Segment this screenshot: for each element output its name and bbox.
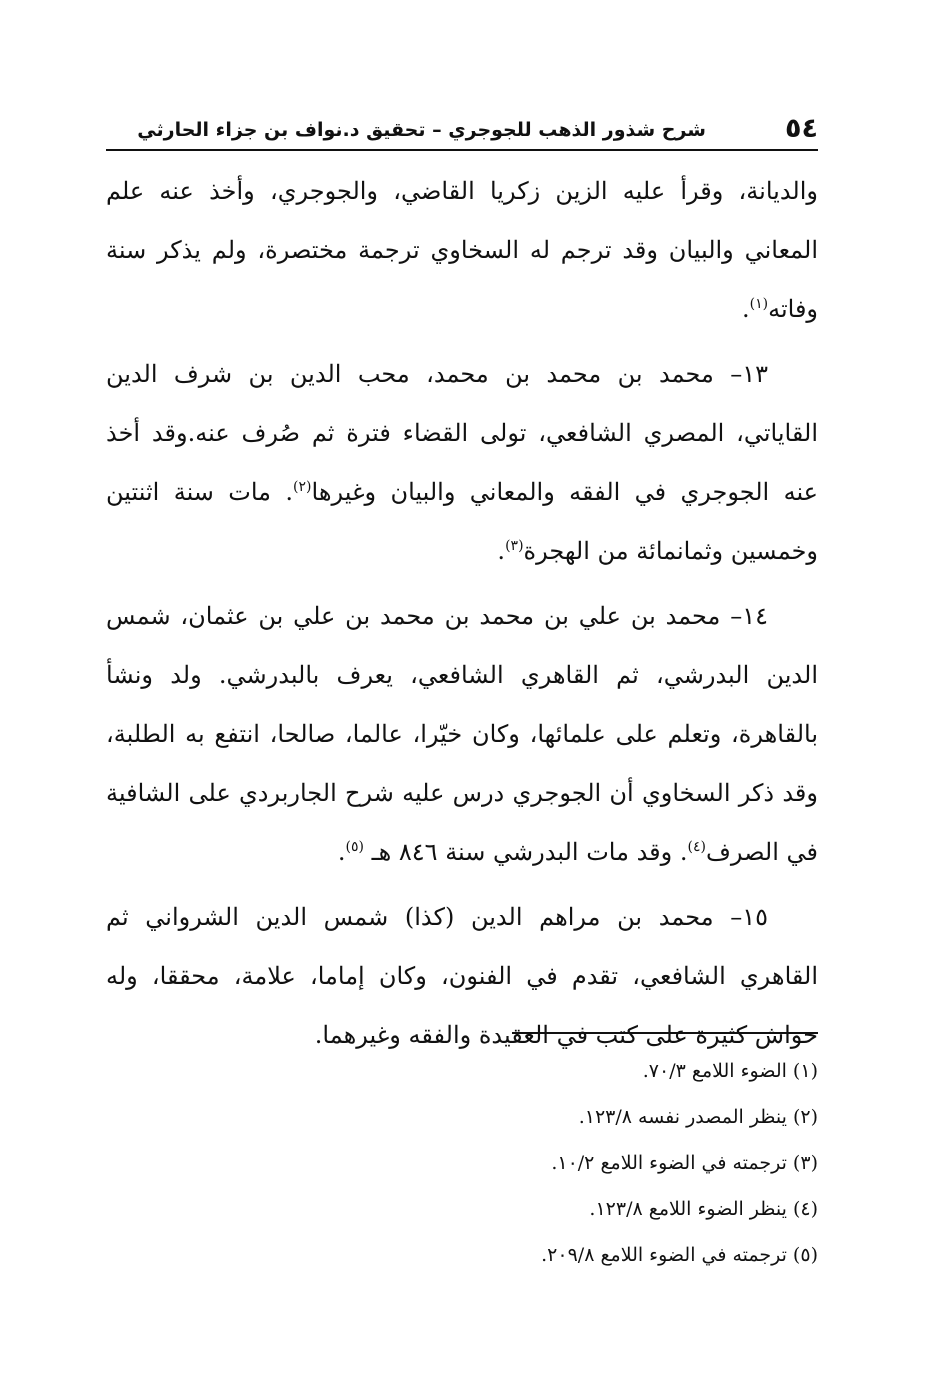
entry-text: ١٥– محمد بن مراهم الدين (كذا) شمس الدين الشرواني ثم القاهري الشافعي، تقدم في الفنون، وكان إماما، علامة، محققا، وله حواش كثيرة على كتب في العقيدة والفقه وغيرهما. bbox=[106, 903, 819, 1049]
paragraph-continuation bbox=[106, 162, 818, 339]
page-header bbox=[106, 112, 818, 152]
entry-text: ١٤– محمد بن علي بن محمد بن محمد بن علي بن عثمان، شمس الدين البدرشي، ثم القاهري الشافعي، يعرف بالبدرشي. ولد ونشأ بالقاهرة، وتعلم على علمائها، وكان خيّرا، عالما، صالحا، انتفع به الطلبة، وقد ذكر السخاوي أن الجوجري درس عليه شرح الجاربردي على الشافية في الصرف bbox=[106, 602, 818, 866]
footnote-5: (٥) ترجمته في الضوء اللامع ٢٠٩/٨. bbox=[541, 1244, 818, 1266]
footnote-ref-3: (٣) bbox=[505, 538, 524, 554]
footnote-2: (٢) ينظر المصدر نفسه ١٢٣/٨. bbox=[578, 1106, 818, 1128]
footnote-4: (٤) ينظر الضوء اللامع ١٢٣/٨. bbox=[589, 1198, 818, 1220]
page-number: ٥٤ bbox=[785, 113, 818, 144]
entry-text-continued: . وقد مات البدرشي سنة ٨٤٦ هـ bbox=[363, 838, 688, 866]
footnotes bbox=[106, 1048, 818, 1278]
paragraph-end: . bbox=[741, 295, 750, 323]
footnote-3: (٣) ترجمته في الضوء اللامع ١٠/٢. bbox=[551, 1152, 818, 1174]
footnote-ref-4: (٤) bbox=[687, 839, 706, 855]
footnote-ref-2: (٢) bbox=[293, 479, 312, 495]
body-text bbox=[106, 162, 818, 1065]
footnote-ref-5: (٥) bbox=[345, 839, 364, 855]
header-rule bbox=[106, 149, 818, 151]
entry-end: . bbox=[497, 537, 506, 565]
entry-text: ١٣– محمد بن محمد بن محمد، محب الدين بن شرف الدين القاياتي، المصري الشافعي، تولى القضاء فترة ثم صُرف عنه.وقد أخذ عنه الجوجري في الفقه والمعاني والبيان وغيرها bbox=[106, 360, 819, 506]
entry-14 bbox=[106, 587, 818, 882]
footnote-ref-1: (١) bbox=[749, 296, 769, 312]
footnote-separator bbox=[512, 1032, 818, 1034]
entry-15 bbox=[106, 888, 818, 1065]
paragraph-text: والديانة، وقرأ عليه الزين زكريا القاضي، والجوجري، وأخذ عنه علم المعاني والبيان وقد ترجم له السخاوي ترجمة مختصرة، ولم يذكر سنة وفاته bbox=[106, 177, 819, 323]
footnote-1: (١) الضوء اللامع ٧٠/٣. bbox=[642, 1060, 818, 1082]
entry-text-continued: . مات سنة اثنتين وخمسين وثمانمائة من الهجرة bbox=[106, 478, 818, 565]
entry-end: . bbox=[337, 838, 346, 866]
running-title: شرح شذور الذهب للجوجري – تحقيق د.نواف بن جزاء الحارثي bbox=[137, 119, 706, 141]
entry-13 bbox=[106, 345, 818, 581]
